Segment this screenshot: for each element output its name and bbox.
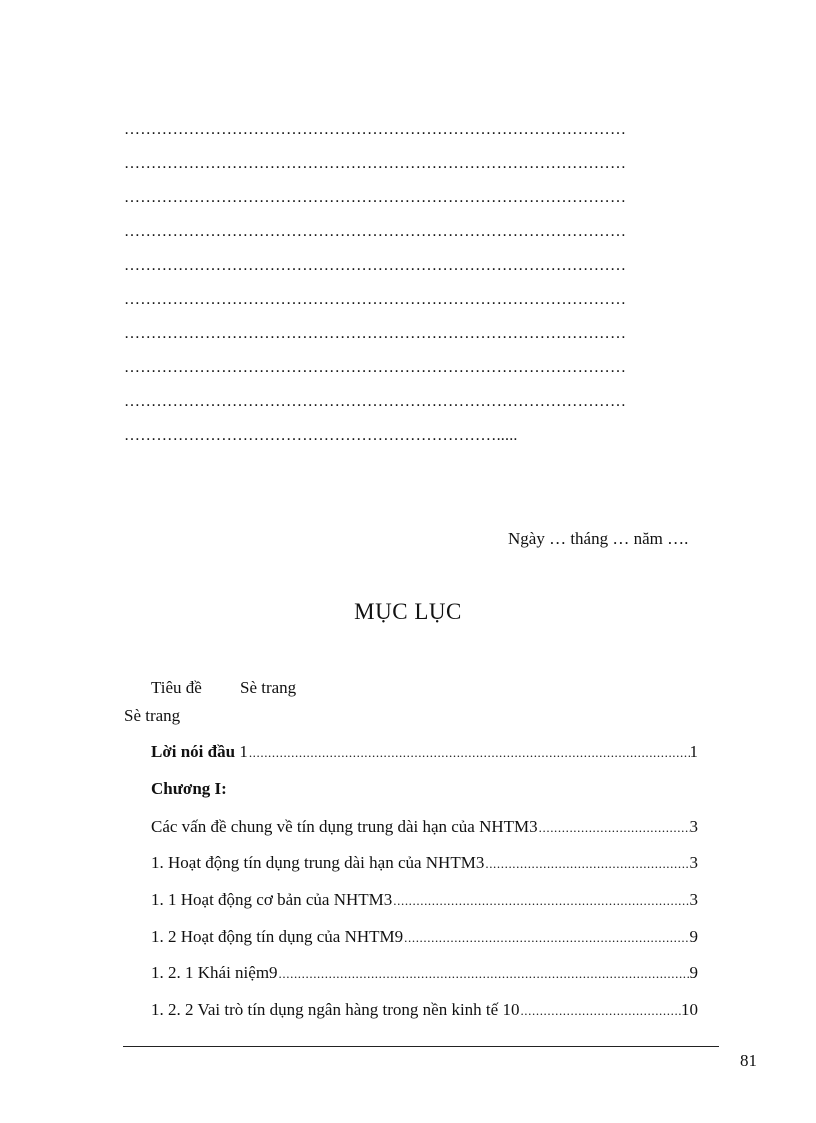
dotted-line: …………………………………………………………………………………: [124, 325, 627, 342]
toc-entry[interactable]: [151, 962, 698, 985]
footer-rule: [123, 1046, 719, 1047]
dot-leader: [519, 1000, 681, 1022]
toc-entry[interactable]: [151, 999, 698, 1022]
toc-entry-text: 1. 2. 2 Vai trò tín dụng ngân hàng trong nền kinh tế 10: [151, 1000, 520, 1019]
page-number: 81: [740, 1051, 757, 1070]
toc-entry-text: 1. 2. 1 Khái niệm9: [151, 963, 278, 982]
toc-entry-page: 9: [689, 963, 698, 982]
dotted-line: …………………………………………………………………………………: [124, 291, 627, 308]
dot-leader: [484, 853, 689, 875]
toc-entry[interactable]: [151, 926, 698, 949]
dot-leader: [392, 890, 689, 912]
dotted-line: …………………………………………………………………………………: [124, 121, 627, 138]
chapter-label: Chương I:: [151, 779, 227, 798]
toc-entry[interactable]: [151, 852, 698, 875]
toc-entry-page: 3: [689, 853, 698, 872]
toc-entry-bold: Lời nói đầu: [151, 742, 236, 761]
toc-entry[interactable]: [151, 889, 698, 912]
toc-entry-text: 1. 2 Hoạt động tín dụng của NHTM9: [151, 927, 404, 946]
toc-entry-page: 3: [689, 890, 698, 909]
dotted-line: …………………………………………………………………………………: [124, 189, 627, 206]
toc-entry-page: 3: [689, 817, 698, 836]
dotted-line: …………………………………………………………………………………: [124, 257, 627, 274]
toc-entry[interactable]: [151, 741, 698, 764]
dotted-line: …………………………………………………………………………………: [124, 393, 627, 410]
toc-title: MỤC LỤC: [354, 599, 462, 624]
toc-entry-text: 1. 1 Hoạt động cơ bản của NHTM3: [151, 890, 393, 909]
dot-leader: [403, 927, 689, 949]
toc-entry-text: 1. Hoạt động tín dụng trung dài hạn của NHTM3: [151, 853, 485, 872]
toc-entry-page: 1: [689, 742, 698, 761]
dotted-line: …………………………………………………………………………………: [124, 223, 627, 240]
dot-leader: [248, 742, 690, 764]
dot-leader: [278, 963, 690, 985]
toc-entry-text: 1: [235, 742, 248, 761]
toc-entry[interactable]: [151, 816, 698, 839]
toc-entry-page: 9: [689, 927, 698, 946]
toc-header-page: Sè trang: [240, 678, 297, 697]
dotted-line: …………………………………………………………………………………: [124, 359, 627, 376]
toc-entry-page: 10: [681, 1000, 698, 1019]
dot-leader: [538, 817, 690, 839]
dotted-line: …………………………………………………………………………………: [124, 155, 627, 172]
toc-header-page-secondary: Sè trang: [124, 706, 181, 725]
dotted-line: …………………………………………………………….....: [124, 427, 518, 444]
date-line: Ngày … tháng … năm ….: [508, 529, 689, 548]
toc-header-title: Tiêu đề: [151, 678, 202, 697]
toc-entry-text: Các vấn đề chung về tín dụng trung dài hạn của NHTM3: [151, 817, 538, 836]
